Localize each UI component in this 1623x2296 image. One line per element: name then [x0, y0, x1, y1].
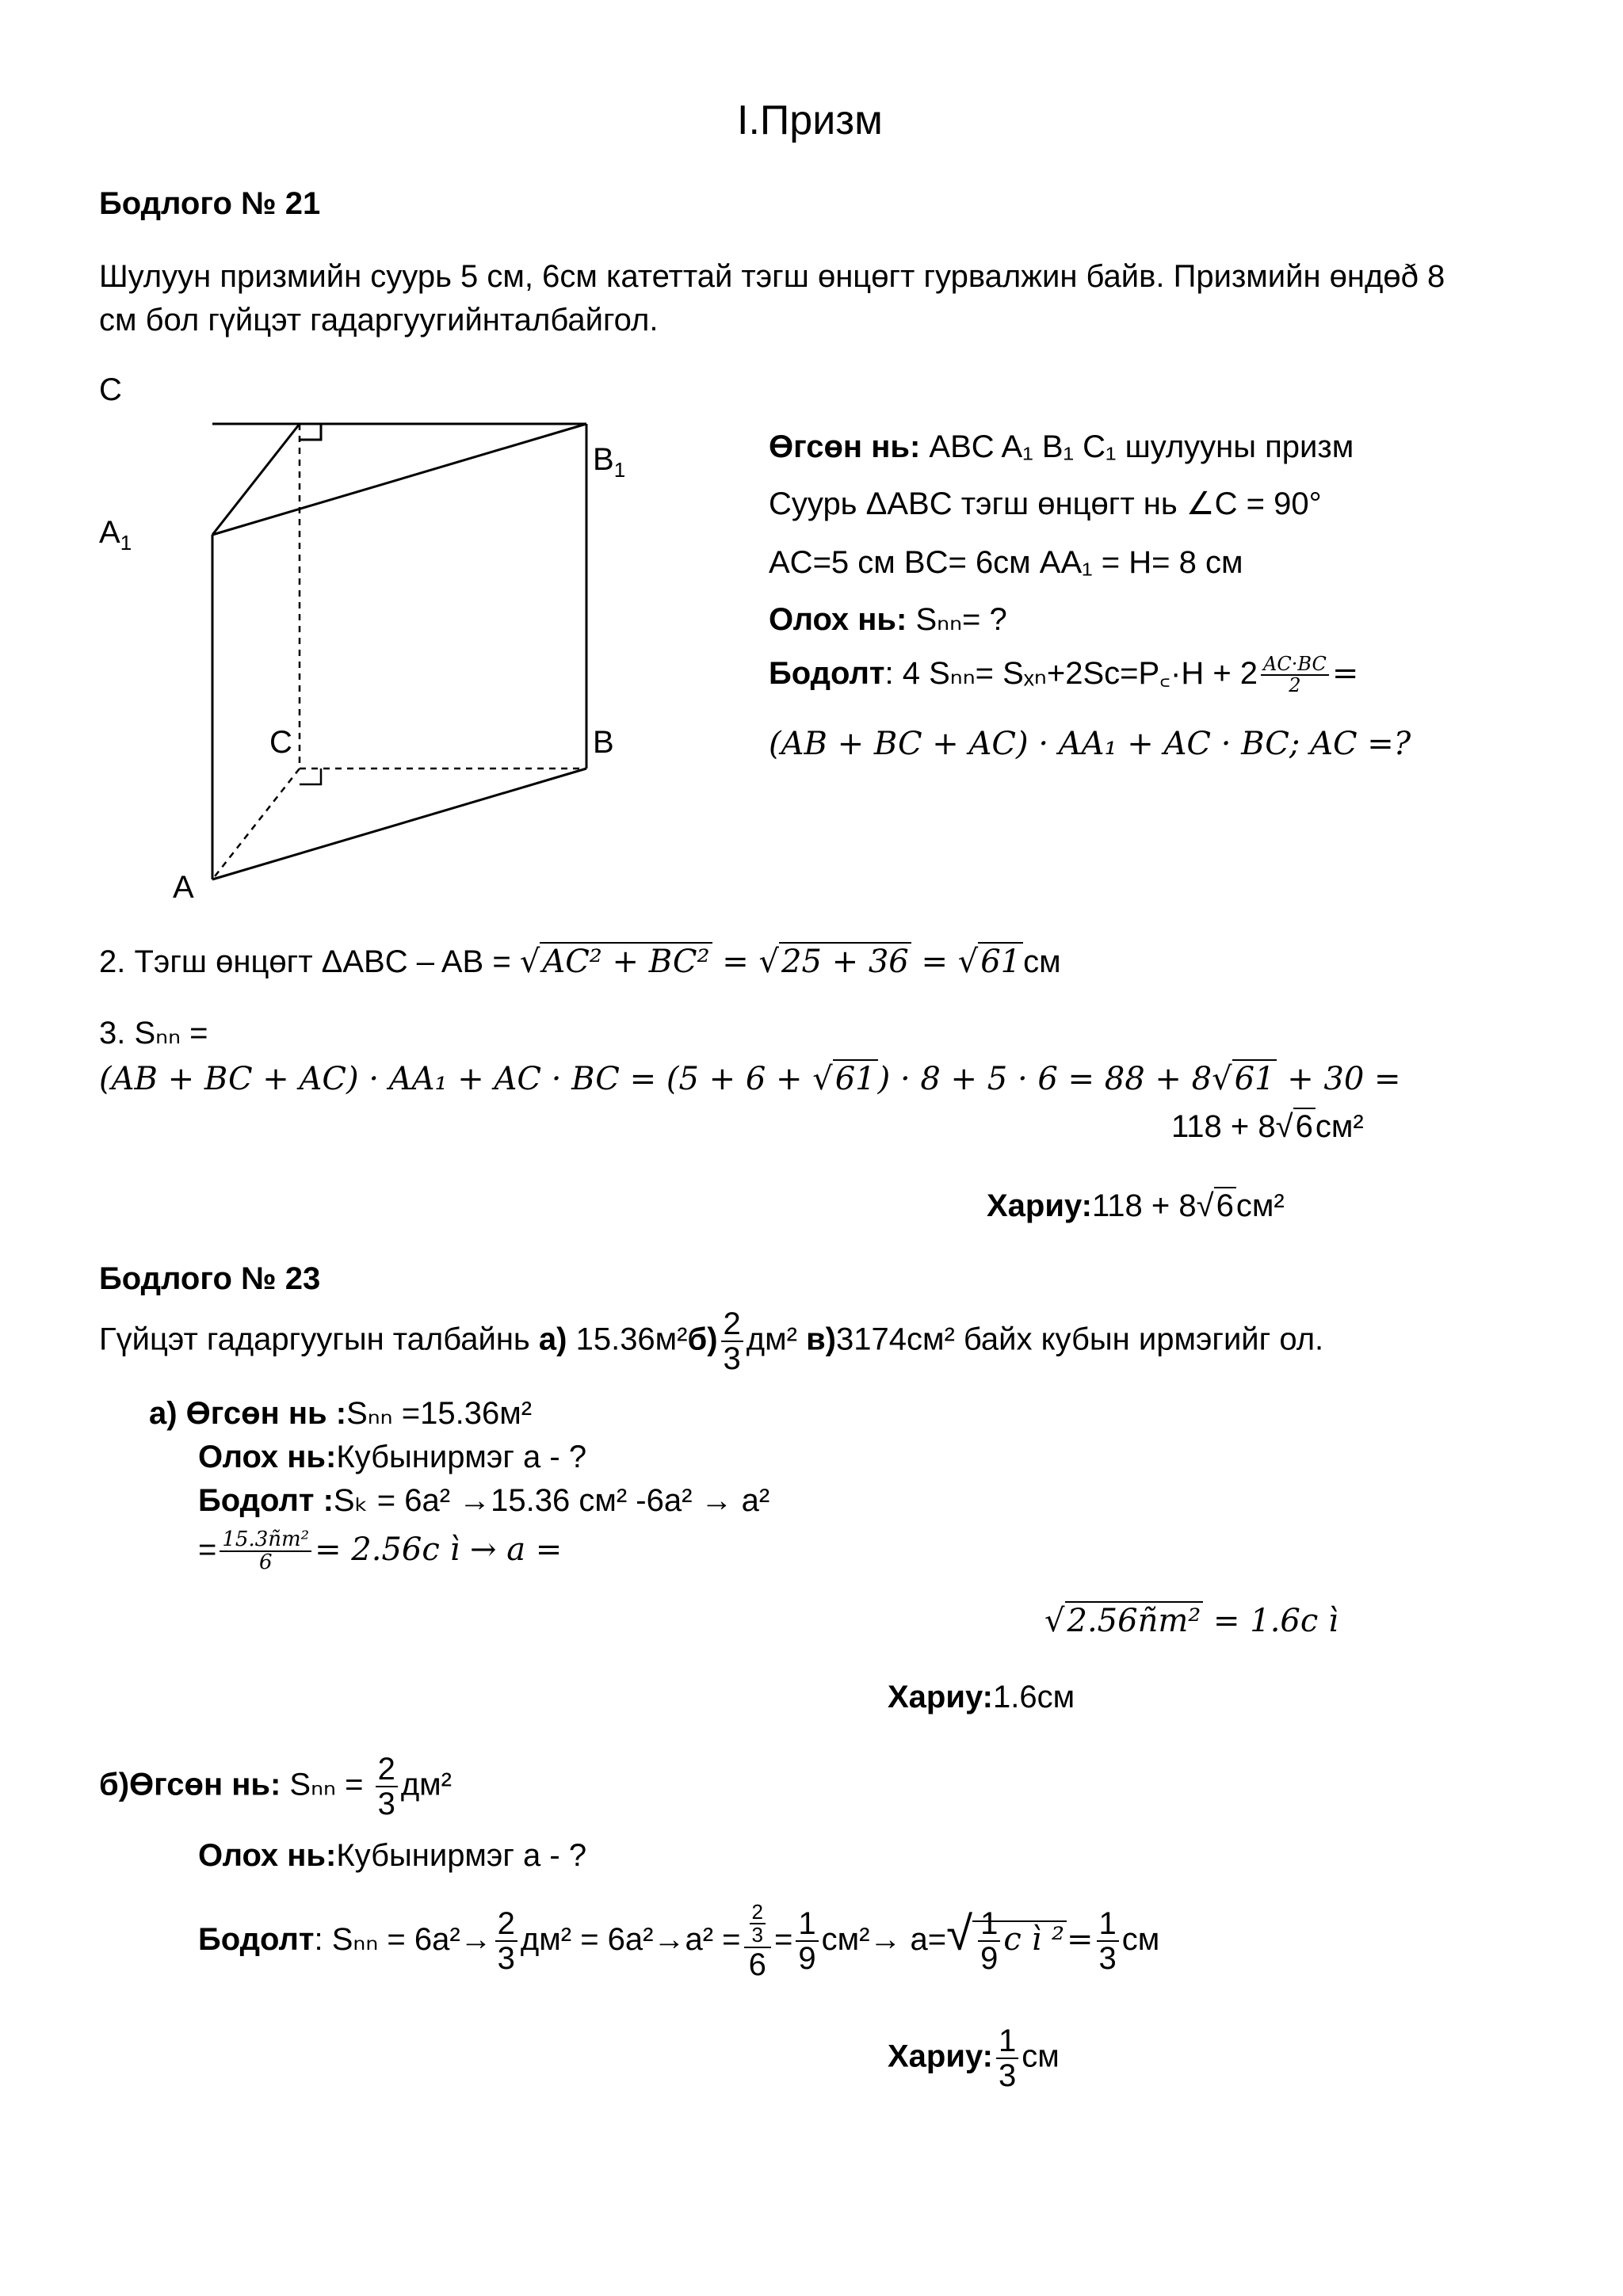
part-b-given: б)Өгсөн нь: Sₙₙ = $\frac{2}{3}$ дм²: [99, 1752, 452, 1821]
label-c: C: [269, 725, 292, 760]
part-b-answer: Хариу: $\frac{1}{3}$ см: [888, 2023, 1060, 2093]
edge-a1-b1: [212, 424, 586, 535]
solution-line1: Бодолт: 4 Sₙₙ= Sₓₙ+2Sc=P꜀·H + 2 $\frac{AC\cdot BC}{2}$ =: [769, 653, 1359, 697]
label-a: A: [173, 870, 194, 905]
step-3-label: 3. Sₙₙ =: [99, 1016, 208, 1051]
solution-line2: (AB + BC + AC) · AA₁ + AC · BC; AC =?: [769, 726, 1411, 762]
part-b-find: Олох нь:Кубынирмэг а - ?: [198, 1838, 587, 1873]
sides-line: AC=5 см BC= 6см AA₁ = H= 8 см: [769, 545, 1243, 580]
part-a-find: Олох нь:Кубынирмэг а - ?: [198, 1440, 587, 1474]
problem-21-statement-line2: см бол гүйцэт гадаргуугийнталбайгол.: [99, 303, 659, 338]
edge-a-b: [212, 769, 586, 879]
problem-21-heading: Бодлого № 21: [99, 186, 321, 221]
part-a-given: а) Өгсөн нь :Sₙₙ =15.36м²: [149, 1396, 533, 1431]
part-a-solution: Бодолт :Sₖ = 6a² →15.36 см² -6a² → a²: [198, 1483, 770, 1518]
given-line: Өгсөн нь: ABC A₁ B₁ C₁ шулууны призм: [769, 429, 1354, 464]
problem-23-statement: Гүйцэт гадаргуугын талбайнь а) 15.36м²б) $\frac{2}{3}$ дм² в)3174см² байх кубын ирмэгийг ол.: [99, 1306, 1324, 1376]
problem-21-statement-line1: Шулуун призмийн суурь 5 см, 6см катеттай тэгш өнцөгт гурвалжин байв. Призмийн өндөð 8: [99, 259, 1445, 294]
edge-c-a-hidden: [212, 769, 300, 879]
edge-c1-a1: [212, 424, 300, 535]
step-3-expression: (AB + BC + AC) · AA₁ + AC · BC = (5 + 6 + √61) · 8 + 5 · 6 = 88 + 8√61 + 30 =: [99, 1061, 1401, 1097]
page-title: I.Призм: [737, 97, 883, 143]
part-b-solution: Бодолт: Sₙₙ = 6a²→ $\frac{2}{3}$ дм² = 6a²→a² = $\frac{\frac{2}{3}}{6}$ = $\frac{1}{9}$ см²→ a=√ $\frac{1}{9}$ с ì ²= $\frac{1}{3}$ см: [198, 1900, 1160, 1982]
prism-diagram: [87, 396, 626, 903]
part-a-answer: Хариу:1.6см: [888, 1680, 1075, 1714]
problem-23-heading: Бодлого № 23: [99, 1261, 321, 1296]
answer-21: Хариу:118 + 8√6см²: [987, 1188, 1285, 1223]
right-angle-bottom: [300, 769, 321, 784]
step-2: 2. Тэгш өнцөгт ΔABC – AB = √AC² + BC² = √25 + 36 = √61см: [99, 944, 1061, 980]
base-line: Суурь ΔABC тэгш өнцөгт нь ∠C = 90°: [769, 486, 1322, 521]
label-c-top: C: [99, 372, 122, 407]
label-b1: $B_1$: [593, 442, 626, 482]
label-a1: $A_1$: [99, 515, 132, 555]
right-angle-top: [300, 424, 321, 440]
label-b: B: [593, 725, 614, 760]
find-line: Олох нь: Sₙₙ= ?: [769, 602, 1007, 637]
part-a-equation: = $\frac{\text{15.3ñm²}}{6}$ = 2.56с ì → a =: [198, 1527, 563, 1575]
step-3-result: 118 + 8√6см²: [1171, 1109, 1364, 1144]
part-a-sqrt: √2.56ñm² = 1.6с ì: [1044, 1603, 1338, 1639]
